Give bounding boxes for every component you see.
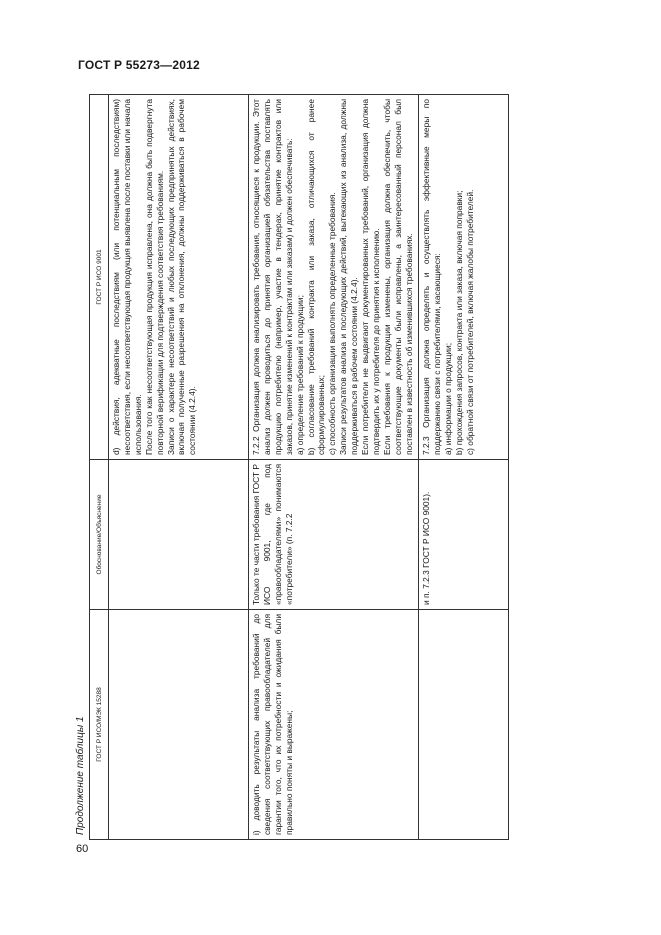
cell-text: i) доводить результаты анализа требований до сведения соответствующих правообладателей для гарантии того, что их потребности и ожидания были правильно поняты и выражены; [251,614,294,835]
cell-paragraph: 7.2.2 Организация должна анализировать требования, относящиеся к продукции. Этот анализ должен проводиться до принятия организацией обязательства поставлять продукцию потребителю (например, участие в тендерах, принятие контрактов или заказов, принятие изменений к контрактам или заказам) и должен обеспечивать: [251,99,294,455]
cell-paragraph: c) способность организации выполнять определенные требования. [327,192,338,455]
table-cell-9001 [109,95,249,460]
table-cell-justification [109,460,249,610]
column-header-justification: Обоснование/Объяснение [90,460,109,610]
table-cell-15288 [249,610,419,840]
table-cell-9001 [249,95,419,460]
table-cell-justification [249,460,419,610]
cell-paragraph: b) согласование требований контракта или заказа, отличающихся от ранее сформулированных; [305,99,327,455]
cell-paragraph: Записи о характере несоответствий и любых последующих предпринятых действиях, включая полученные разрешения на отклонения, должны поддерживаться в рабочем состоянии (4.2.4). [165,99,198,455]
cell-text: и п. 7.2.3 ГОСТ Р ИСО 9001). [421,491,431,605]
cell-paragraph: b) прохождения запросов, контракта или заказа, включая поправки; [453,190,464,455]
table-cell-justification [419,460,509,610]
cell-paragraph: 7.2.3 Организация должна определять и осуществлять эффективные меры по поддержанию связи с потребителями, касающиеся: [421,99,442,455]
comparison-table [89,94,509,840]
table-cell-15288 [419,610,509,840]
cell-paragraph: c) обратной связи от потребителей, включая жалобы потребителей. [464,189,475,455]
cell-paragraph: а) информации о продукции; [442,342,453,455]
cell-paragraph: Если требования к продукции изменены, организация должна обеспечить, чтобы соответствующие документы были исправлены, а заинтересованный персонал был поставлен в известность об изменившихся требованиях. [381,99,414,455]
table-cell-15288 [109,610,249,840]
column-header-gost-15288: ГОСТ Р ИСО/МЭК 15288 [90,610,109,840]
table-header-row [90,95,109,840]
cell-paragraph: Записи результатов анализа и последующих действий, вытекающих из анализа, должны поддерживаться в рабочем состоянии (4.2.4). [338,99,360,455]
table-cell-9001 [419,95,509,460]
table-row [109,95,249,840]
table-row [249,95,419,840]
cell-paragraph: После того как несоответствующая продукция исправлена, она должна быть подвергнута повторной верификации для подтверждения соответствия требованиям. [143,99,165,455]
cell-paragraph: d) действия, адекватные последствиям (или потенциальным последствиям) несоответствия, если несоответствующая продукция выявлена после поставки или начала использования. [111,99,143,455]
cell-paragraph: а) определение требований к продукции; [294,295,305,455]
table-row [419,95,509,840]
table-continuation-caption: Продолжение таблицы 1 [75,716,86,835]
column-header-gost-9001: ГОСТ Р ИСО 9001 [90,95,109,460]
page-number: 60 [76,843,89,855]
cell-paragraph: Если потребители не выдвигают документированных требований, организация должна подтвердить их у потребителя до принятия к исполнению. [360,99,381,455]
cell-text: Только те части требования ГОСТ Р ИСО 9001, где под «правообладателями» понимаются «потребители» (п. 7.2.2 [251,464,294,605]
table-block [75,95,575,840]
document-title: ГОСТ Р 55273—2012 [78,58,200,72]
